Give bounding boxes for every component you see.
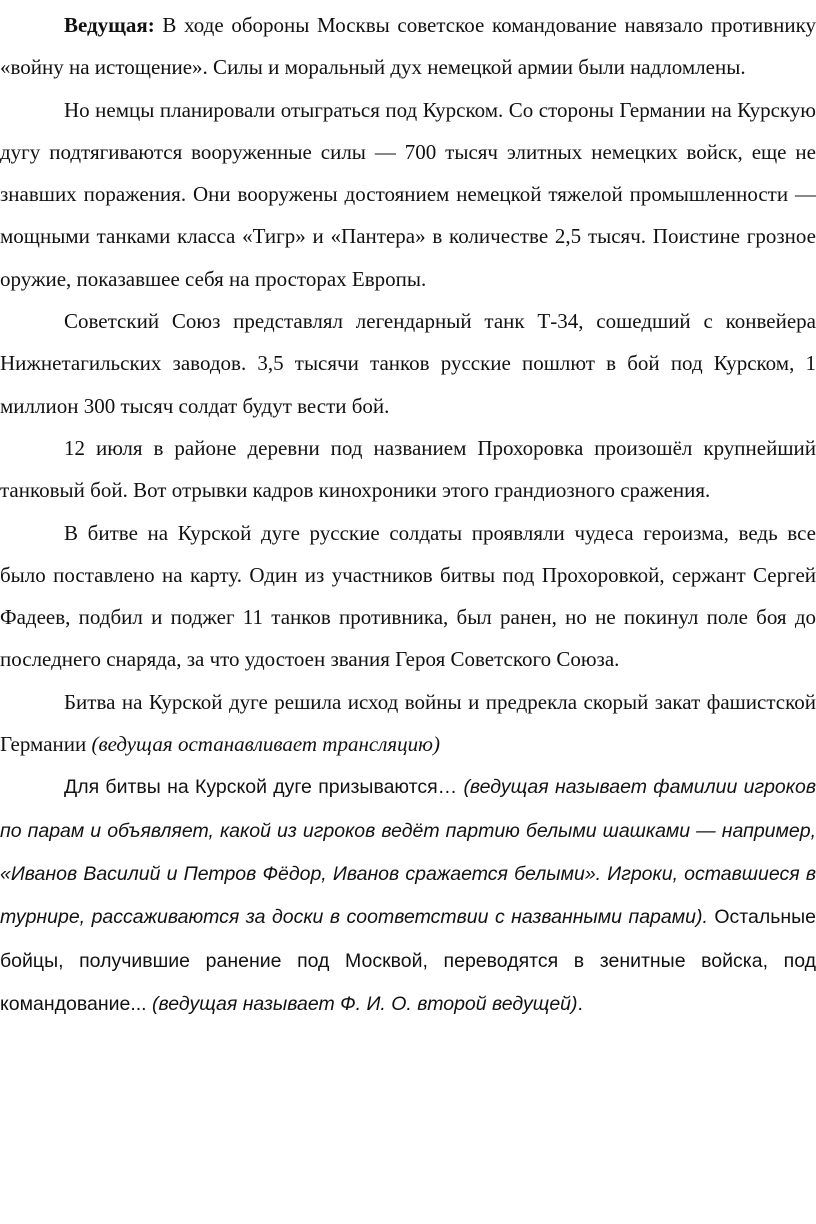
stage-direction: (ведущая останавливает трансляцию) (91, 732, 440, 757)
paragraph-5: В битве на Курской дуге русские солдаты проявляли чудеса героизма, ведь все было поставлено на карту. Один из участников битвы под Прохоровкой, сержант Сергей Фадеев, подбил и поджег 11 танков противника, был ранен, но не покинул поле боя до последнего снаряда, за что удостоен звания Героя Советского Союза. (0, 520, 816, 672)
paragraph-1 (0, 4, 816, 89)
paragraph-7-middle: Остальные бойцы, получившие ранение под Москвой, переводятся в зенитные войска, под командование... (0, 906, 816, 1015)
stage-direction-players: (ведущая называет фамилии игроков по парам и объявляет, какой из игроков ведёт партию белыми шашками — например, «Иванов Василий и Петров Фёдор, Иванов сражается белыми». Игроки, оставшиеся в турнире, рассаживаются за доски в соответствии с названными парами). (0, 776, 816, 929)
paragraph-7-end: . (577, 992, 583, 1015)
speaker-label: Ведущая: (64, 13, 155, 37)
paragraph-6 (0, 681, 816, 766)
paragraph-7-lead: Для битвы на Курской дуге призываются… (64, 776, 464, 799)
paragraph-7 (0, 765, 816, 1025)
paragraph-6-text: Битва на Курской дуге решила исход войны и предрекла скорый закат фашистской Германии (0, 689, 816, 757)
paragraph-1-text: В ходе обороны Москвы советское командование навязало противнику «войну на истощение». Силы и моральный дух немецкой армии были надломлены. (0, 13, 816, 80)
paragraph-4: 12 июля в районе деревни под названием Прохоровка произошёл крупнейший танковый бой. Вот отрывки кадров кинохроники этого грандиозного сражения. (0, 435, 816, 503)
paragraph-3: Советский Союз представлял легендарный танк Т-34, сошедший с конвейера Нижнетагильских заводов. 3,5 тысячи танков русские пошлют в бой под Курском, 1 миллион 300 тысяч солдат будут вести бой. (0, 309, 816, 418)
stage-direction-second-host: (ведущая называет Ф. И. О. второй ведущей) (152, 992, 578, 1015)
paragraph-2: Но немцы планировали отыграться под Курском. Со стороны Германии на Курскую дугу подтягиваются вооруженные силы — 700 тысяч элитных немецких войск, еще не знавших поражения. Они вооружены достоянием немецкой тяжелой промышленности — мощными танками класса «Тигр» и «Пантера» в количестве 2,5 тысяч. Поистине грозное оружие, показавшее себя на просторах Европы. (0, 97, 816, 291)
